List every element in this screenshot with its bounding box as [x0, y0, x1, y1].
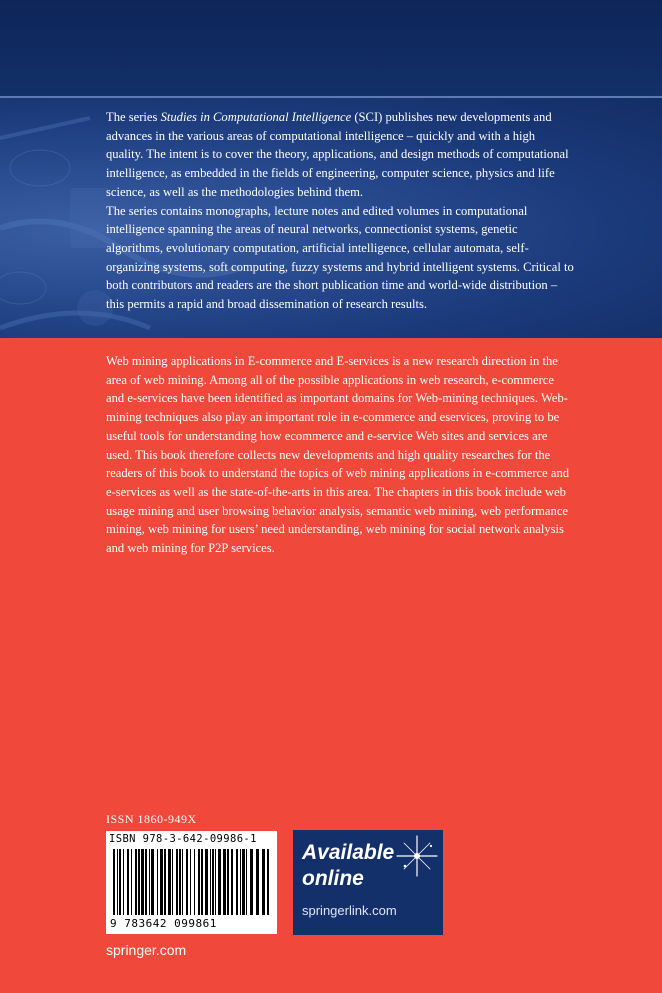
barcode-bar [131, 849, 132, 915]
top-band [0, 0, 662, 96]
barcode-bar [201, 849, 203, 915]
ean-number: 9 783642 099861 [110, 917, 217, 930]
barcode-bar [262, 849, 265, 915]
barcode-bar [164, 849, 166, 915]
series-intro: The series [106, 110, 161, 124]
publisher-url[interactable]: springer.com [106, 942, 187, 958]
series-text-2: The series contains monographs, lecture notes and edited volumes in computational intelligence spanning the areas of neural networks, connectionist systems, genetic algorithms, evolutionary computation, artificial intelligence, cellular automata, self-organizing systems, soft computing, fuzzy systems and hybrid intelligent systems. Critical to both contributors and readers are the short publication time and world-wide distribution – this permits a rapid and broad dissemination of research results. [106, 203, 574, 312]
barcode-bar [157, 849, 158, 915]
barcode-bar [236, 849, 238, 915]
barcode-bars [111, 849, 272, 917]
barcode-bar [141, 849, 144, 915]
series-panel [0, 98, 662, 338]
series-title: Studies in Computational Intelligence [160, 110, 352, 124]
barcode-bar [205, 849, 208, 915]
barcode-bar [123, 849, 124, 915]
sparkle-icon [395, 834, 439, 878]
springerlink-url[interactable]: springerlink.com [302, 903, 397, 918]
barcode-bar [186, 849, 188, 915]
barcode-bar [227, 849, 229, 915]
barcode-bar [194, 849, 195, 915]
barcode-bar [218, 849, 221, 915]
barcode-bar [172, 849, 173, 915]
barcode-bar [215, 849, 216, 915]
barcode-bar [256, 849, 259, 915]
barcode-bar [151, 849, 154, 915]
barcode-bar [113, 849, 115, 915]
barcode-bar [198, 849, 200, 915]
isbn-text: ISBN 978-3-642-09986-1 [109, 833, 257, 845]
issn: ISSN 1860-949X [106, 812, 197, 826]
barcode-bar [250, 849, 253, 915]
barcode-bar [223, 849, 226, 915]
barcode-bar [267, 849, 269, 915]
barcode-bar [135, 849, 137, 915]
barcode-bar [190, 849, 191, 915]
barcode-bar [210, 849, 211, 915]
barcode-bar [160, 849, 163, 915]
barcode-bar [149, 849, 150, 915]
badge-line-1: Available [302, 841, 395, 864]
series-text-1: (SCI) publishes new developments and advances in the various areas of computational intelligence – quickly and with a high quality. The intent is to cover the theory, applications, and design methods of computational intelligence, as embedded in the fields of engineering, computer science, physics and life science, as well as the methodologies behind them. [106, 110, 569, 199]
barcode-bar [138, 849, 140, 915]
barcode-bar [242, 849, 245, 915]
series-description [106, 108, 574, 314]
barcode-bar [176, 849, 178, 915]
barcode-bar [240, 849, 241, 915]
isbn-barcode [106, 831, 277, 934]
barcode-bar [179, 849, 181, 915]
book-blurb: Web mining applications in E-commerce and E-services is a new research direction in the area of web mining. Among all of the possible applications in web research, e-commerce and e-services have been identified as important domains for Web-mining techniques. Web-mining techniques also play an important role in e-commerce and eservices, proving to be useful tools for understanding how ecommerce and e-service Web sites and services are used. This book therefore collects new developments and high quality researches for the readers of this book to understand the topics of web mining applications in e-commerce and e-services as well as the state-of-the-arts in this area. The chapters in this book include web usage mining and user browsing behavior analysis, semantic web mining, web performance mining, web mining for users’ need understanding, web mining for social network analysis and web mining for P2P services. [106, 354, 570, 556]
barcode-bar [117, 849, 118, 915]
barcode-bar [145, 849, 147, 915]
barcode-bar [168, 849, 171, 915]
barcode-bar [246, 849, 247, 915]
barcode-bar [127, 849, 129, 915]
badge-line-2: online [302, 867, 364, 890]
barcode-bar [119, 849, 121, 915]
barcode-bar [212, 849, 214, 915]
barcode-bar [231, 849, 233, 915]
available-online-badge[interactable] [293, 830, 443, 935]
barcode-bar [182, 849, 183, 915]
